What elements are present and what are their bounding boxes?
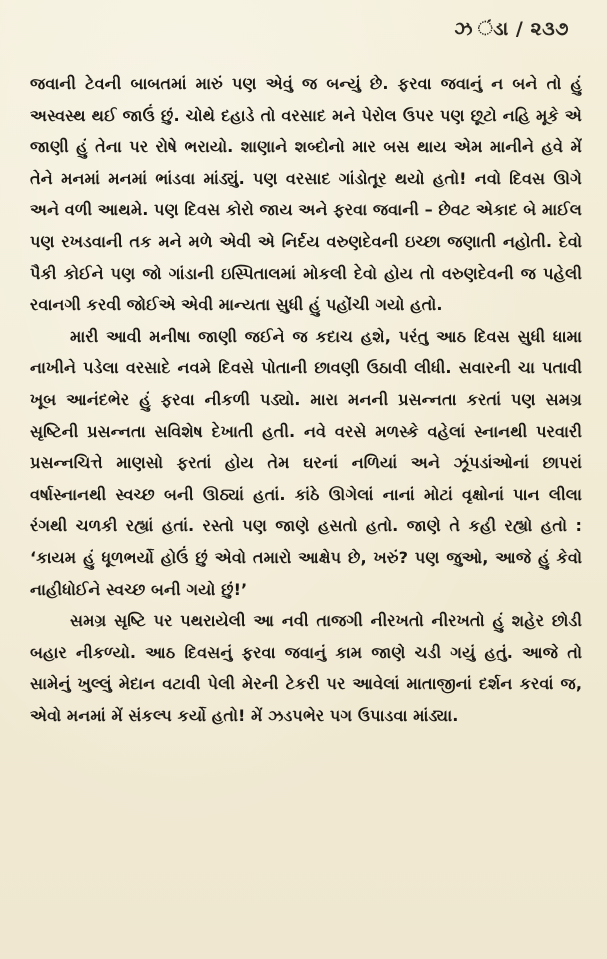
body-text	[30, 68, 582, 731]
paragraph-2: મારી આવી મનીષા જાણી જઈને જ કદાચ હશે, પરંતુ આઠ દિવસ સુધી ધામા નાખીને પડેલા વરસાદે નવમે દિવસે પોતાની છાવણી ઉઠાવી લીધી. સવારની ચા પતાવી ખૂબ આનંદભેર હું ફરવા નીકળી પડ્યો. મારા મનની પ્રસન્નતા કરતાં પણ સમગ્ર સૃષ્ટિની પ્રસન્નતા સવિશેષ દેખાતી હતી. નવે વરસે મળસ્કે વહેલાં સ્નાનથી પરવારી પ્રસન્નચિત્તે માણસો ફરતાં હોય તેમ ઘરનાં નળિયાં અને ઝૂંપડાંઓનાં છાપરાં વર્ષાસ્નાનથી સ્વચ્છ બની ઊઠ્યાં હતાં. કાંઠે ઊગેલાં નાનાં મોટાં વૃક્ષોનાં પાન લીલા રંગથી ચળકી રહ્યાં હતાં. રસ્તો પણ જાણે હસતો હતો. જાણે તે કહી રહ્યો હતો : ‘કાયમ હું ધૂળભર્યો હોઉં છું એવો તમારો આક્ષેપ છે, ખરું? પણ જુઓ, આજે હું કેવો નાહીધોઈને સ્વચ્છ બની ગયો છું!’	[30, 326, 582, 599]
running-head: ઝ ંડા / ૨૩૭	[454, 18, 569, 40]
paragraph-1: જવાની ટેવની બાબતમાં મારું પણ એવું જ બન્યું છે. ફરવા જવાનું ન બને તો હું અસ્વસ્થ થઈ જાઉં છું. ચોથે દહાડે તો વરસાદ મને પેરોલ ઉપર પણ છૂટો નહિ મૂકે એ જાણી હું તેના પર રોષે ભરાયો. શાણાને શબ્દોનો માર બસ થાય એમ માનીને હવે મેં તેને મનમાં મનમાં ભાંડવા માંડ્યું. પણ વરસાદ ગાંડોતૂર થયો હતો! નવો દિવસ ઊગે અને વળી આથમે. પણ દિવસ કોરો જાય અને ફરવા જવાની – છેવટ એકાદ બે માઈલ પણ રખડવાની તક મને મળે એવી એ નિર્દય વરુણદેવની ઇચ્છા જણાતી નહોતી. દેવો પૈકી કોઈને પણ જો ગાંડાની ઇસ્પિતાલમાં મોકલી દેવો હોય તો વરુણદેવની જ પહેલી રવાનગી કરવી જોઈએ એવી માન્યતા સુધી હું પહોંચી ગયો હતો.	[30, 74, 582, 315]
paragraph-3: સમગ્ર સૃષ્ટિ પર પથરાયેલી આ નવી તાજગી નીરખતો નીરખતો હું શહેર છોડી બહાર નીકળ્યો. આઠ દિવસનું ફરવા જવાનું કામ જાણે ચડી ગયું હતું. આજે તો સામેનું ખુલ્લું મેદાન વટાવી પેલી મેરની ટેકરી પર આવેલાં માતાજીનાં દર્શન કરવાં જ, એવો મનમાં મેં સંકલ્પ કર્યો હતો! મેં ઝડપભેર પગ ઉપાડવા માંડ્યા.	[30, 611, 582, 725]
